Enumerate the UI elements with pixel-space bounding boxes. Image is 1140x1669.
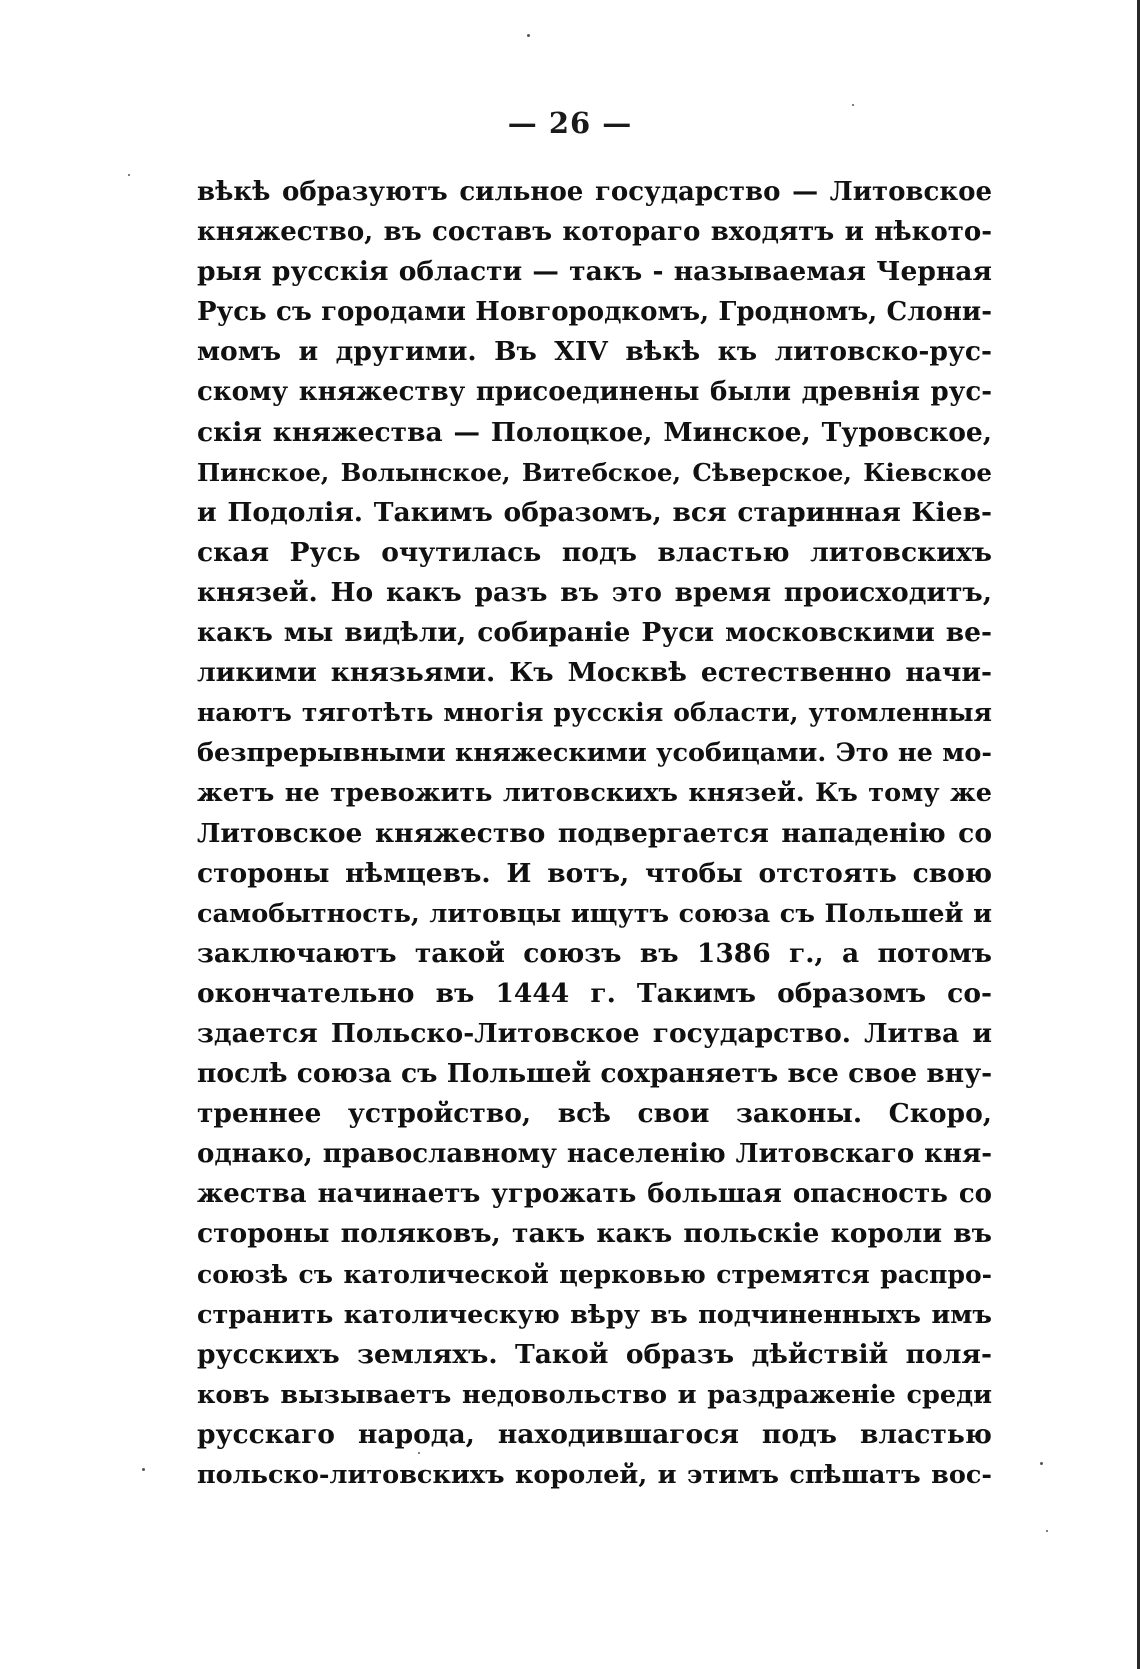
text-line: здается Польско-Литовское государство. Литва и — [197, 1017, 992, 1049]
text-line: безпрерывными княжескими усобицами. Это не мо- — [197, 738, 992, 769]
text-line: и Подолія. Такимъ образомъ, вся старинная Кіев- — [197, 496, 992, 528]
text-line: скому княжеству присоединены были древнія рус- — [197, 377, 992, 408]
text-line: Литовское княжество подвергается нападенію со — [197, 817, 992, 849]
text-line: стороны нѣмцевъ. И вотъ, чтобы отстоять свою — [197, 857, 992, 889]
text-line: послѣ союза съ Польшей сохраняетъ все свое вну- — [197, 1058, 992, 1090]
text-line: жества начинаетъ угрожать большая опасность со — [197, 1179, 992, 1210]
scan-speck — [1040, 1462, 1043, 1465]
text-line: ская Русь очутилась подъ властью литовскихъ — [197, 536, 992, 568]
text-line: самобытность, литовцы ищутъ союза съ Польшей и — [197, 898, 992, 929]
text-line: Русь съ городами Новгородкомъ, Гродномъ, Слони- — [197, 297, 992, 328]
text-line: какъ мы видѣли, собираніе Руси московскими ве- — [197, 617, 992, 649]
text-line: жетъ не тревожить литовскихъ князей. Къ тому же — [197, 778, 992, 809]
text-line: князей. Но какъ разъ въ это время происходитъ, — [197, 576, 992, 608]
text-line: наютъ тяготѣть многія русскія области, утомленныя — [197, 698, 992, 728]
text-line: рыя русскія области — такъ - называемая Черная — [197, 256, 992, 288]
scan-speck — [1046, 1530, 1048, 1532]
text-line: странить католическую вѣру въ подчиненныхъ имъ — [197, 1299, 992, 1330]
text-line: треннее устройство, всѣ свои законы. Скоро, — [197, 1098, 992, 1130]
text-line: момъ и другими. Въ XIV вѣкѣ къ литовско-рус- — [197, 336, 992, 368]
text-line: вѣкѣ образуютъ сильное государство — Литовское — [197, 177, 992, 207]
text-line: союзѣ съ католической церковью стремятся распро- — [197, 1259, 992, 1289]
text-line: русскихъ земляхъ. Такой образъ дѣйствій поля- — [197, 1338, 992, 1370]
page-number: — 26 — — [507, 106, 633, 140]
body-text — [197, 172, 992, 1495]
text-line: однако, православному населенію Литовскаго кня- — [197, 1139, 992, 1170]
scan-speck — [527, 34, 530, 37]
text-line: княжество, въ составъ котораго входятъ и нѣкото- — [197, 217, 992, 248]
text-line: окончательно въ 1444 г. Такимъ образомъ со- — [197, 977, 992, 1009]
text-line: Пинское, Волынское, Витебское, Сѣверское, Кіевское — [197, 457, 992, 487]
scan-speck — [142, 1468, 145, 1471]
text-line: скія княжества — Полоцкое, Минское, Туровское, — [197, 416, 992, 448]
text-line: польско-литовскихъ королей, и этимъ спѣшатъ вос- — [197, 1460, 992, 1490]
text-line: заключаютъ такой союзъ въ 1386 г., а потомъ — [197, 937, 992, 969]
text-line: ликими князьями. Къ Москвѣ естественно начи- — [197, 657, 992, 689]
text-line: ковъ вызываетъ недовольство и раздраженіе среди — [197, 1379, 992, 1410]
scan-speck — [128, 174, 130, 176]
text-line: русскаго народа, находившагося подъ властью — [197, 1418, 992, 1450]
text-line: стороны поляковъ, такъ какъ польскіе короли въ — [197, 1218, 992, 1250]
